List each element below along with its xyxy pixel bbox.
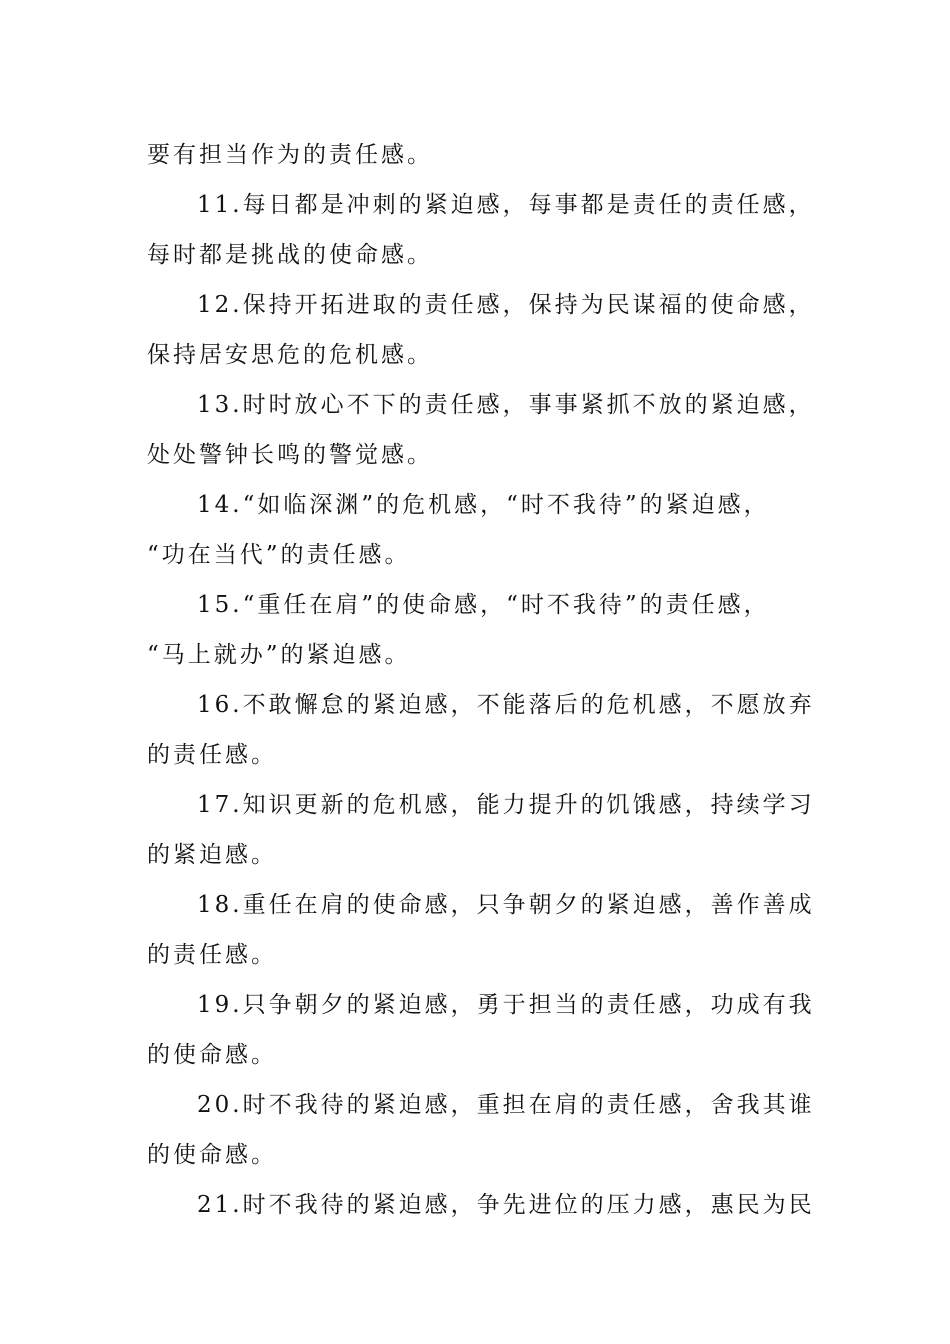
text-line-item-16: 16.不敢懈怠的紧迫感，不能落后的危机感，不愿放弃 [197,692,815,718]
text-line: 的使命感。 [147,1042,277,1068]
text-lines [147,130,815,1230]
text-line-item-15: 15.“重任在肩”的使命感，“时不我待”的责任感， [197,592,770,618]
text-line-item-19: 19.只争朝夕的紧迫感，勇于担当的责任感，功成有我 [197,992,815,1018]
text-line: 的使命感。 [147,1142,277,1168]
body-text [147,130,815,1230]
text-line: 的责任感。 [147,942,277,968]
text-line-item-20: 20.时不我待的紧迫感，重担在肩的责任感，舍我其谁 [197,1092,815,1118]
text-line: 每时都是挑战的使命感。 [147,242,433,268]
text-line: “马上就办”的紧迫感。 [147,642,411,668]
text-line: 的责任感。 [147,742,277,768]
text-line-item-12: 12.保持开拓进取的责任感，保持为民谋福的使命感， [197,292,815,318]
text-line-item-14: 14.“如临深渊”的危机感，“时不我待”的紧迫感， [197,492,770,518]
text-line-item-17: 17.知识更新的危机感，能力提升的饥饿感，持续学习 [197,792,815,818]
text-line-item-21: 21.时不我待的紧迫感，争先进位的压力感，惠民为民 [197,1192,815,1218]
text-line: 保持居安思危的危机感。 [147,342,433,368]
text-line-item-13: 13.时时放心不下的责任感，事事紧抓不放的紧迫感， [197,392,815,418]
text-line: 的紧迫感。 [147,842,277,868]
text-line-item-11: 11.每日都是冲刺的紧迫感，每事都是责任的责任感， [197,192,815,218]
text-line-item-18: 18.重任在肩的使命感，只争朝夕的紧迫感，善作善成 [197,892,815,918]
text-line: 处处警钟长鸣的警觉感。 [147,442,433,468]
text-line: 要有担当作为的责任感。 [147,142,433,168]
text-line: “功在当代”的责任感。 [147,542,411,568]
